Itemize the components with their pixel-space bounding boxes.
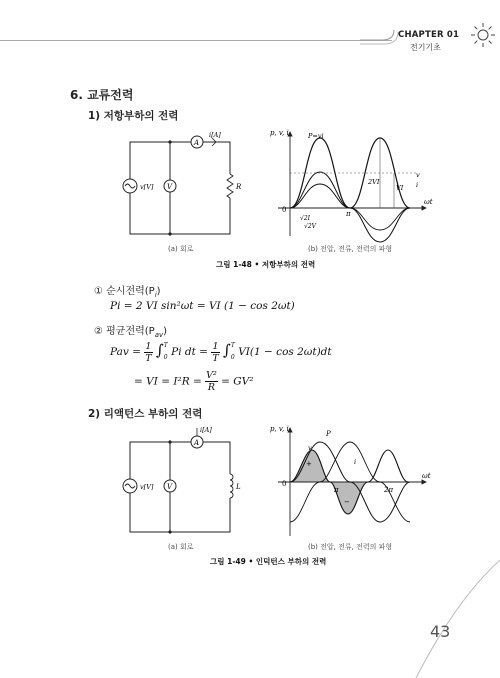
fraction-v2-over-r: $\frac{\text{V²}}{R}$	[206, 370, 217, 393]
figure48-title: 그림 1-48 • 저항부하의 전력	[216, 260, 316, 269]
integral-sign: ∫	[155, 341, 164, 359]
voltage-curve-label: v	[416, 171, 420, 179]
negative-power-label: −	[344, 498, 350, 506]
item-instant-sub: i	[154, 291, 157, 299]
corner-curve-decoration	[396, 560, 500, 678]
two-pi-label: 2π	[384, 486, 394, 494]
peak-power-label: 2VI	[368, 178, 380, 186]
figure48-caption-a: (a) 회로	[168, 245, 194, 253]
integral-limits-2: T 0	[230, 342, 235, 361]
axis-y-label-2: p, v, i	[270, 425, 289, 433]
inductor-label: L	[236, 483, 241, 491]
item-instant-label: ① 순시전력(P	[94, 286, 155, 297]
power-curve-label: P=vi	[308, 132, 324, 140]
root2-v-label: √2V	[304, 223, 316, 230]
eq2-lhs: Pav =	[110, 346, 141, 358]
equation-instantaneous: Pi = 2 VI sin²ωt = VI (1 − cos 2ωt)	[110, 300, 295, 312]
resistor-label: R	[236, 183, 242, 191]
header-rule	[0, 40, 392, 41]
voltage-curve-label-2: v	[308, 444, 312, 452]
fraction-1-over-T: $\frac{1}{T}$	[145, 340, 152, 364]
axis-y-label: p, v, i	[270, 129, 289, 137]
fraction-1-over-T-2: $\frac{1}{T}$	[212, 340, 219, 364]
source-label: v[V]	[140, 183, 154, 191]
power-curve-label-2: P	[326, 430, 331, 438]
page-number: 43	[430, 622, 451, 641]
positive-power-label: +	[306, 460, 312, 468]
circuit-diagram-inductive	[118, 424, 243, 538]
origin-label: 0	[282, 206, 287, 214]
eq2-mid: Pi dt =	[171, 346, 208, 358]
circuit-diagram-resistive	[118, 128, 243, 240]
sun-icon	[470, 22, 496, 48]
pi-label-2: π	[334, 486, 339, 494]
voltmeter-label-2: V	[167, 483, 173, 491]
chapter-label: CHAPTER 01	[398, 30, 460, 40]
figure48-caption-b: (b) 전압, 전류, 전력의 파형	[308, 245, 393, 253]
figure49-caption-a: (a) 회로	[168, 543, 194, 551]
eq3-main: = VI = I²R =	[134, 375, 202, 388]
pi-label: π	[346, 210, 351, 218]
item-instantaneous-power: ① 순시전력$(P_i)$	[94, 286, 161, 299]
voltmeter-label: V	[167, 183, 173, 191]
subsection-title-reactive: 2) 리액턴스 부하의 전력	[88, 408, 203, 420]
origin-label-2: 0	[282, 480, 287, 488]
source-label-2: v[V]	[140, 483, 154, 491]
item-average-label: ② 평균전력(P	[94, 326, 155, 337]
section-title: 6. 교류전력	[70, 88, 134, 102]
current-curve-label-2: i	[354, 458, 357, 466]
figure49-caption-b: (b) 전압, 전류, 전력의 파형	[308, 543, 393, 551]
item-average-sub: av	[154, 331, 164, 339]
ammeter-label: A	[194, 139, 200, 147]
equation-average-result	[134, 370, 253, 393]
equation-average	[110, 340, 332, 364]
waveform-graph-inductive	[268, 420, 438, 542]
figure49-title: 그림 1-49 • 인덕턴스 부하의 전력	[210, 557, 327, 566]
axis-x-label-2: ωt	[422, 472, 431, 480]
eq3-end: = GV²	[221, 375, 254, 388]
current-label: i[A]	[209, 131, 221, 139]
header-curve-decoration	[360, 28, 400, 52]
current-curve-label: i	[416, 181, 419, 189]
integral-sign-2: ∫	[223, 341, 231, 359]
axis-x-label: ωt	[424, 198, 433, 206]
subsection-title-resistive: 1) 저항부하의 전력	[88, 110, 179, 122]
root2-i-label: √2I	[300, 215, 311, 222]
waveform-graph-resistive	[268, 124, 438, 244]
average-power-label: VI	[396, 184, 404, 192]
eq2-rhs: VI(1 − cos 2ωt)dt	[238, 346, 332, 358]
item-average-power: ② 평균전력$(P_{av})$	[94, 326, 168, 339]
current-label-2: i[A]	[200, 426, 212, 434]
ammeter-label-2: A	[194, 439, 200, 447]
chapter-subtitle: 전기기초	[410, 43, 441, 52]
integral-limits: T 0	[163, 342, 168, 361]
